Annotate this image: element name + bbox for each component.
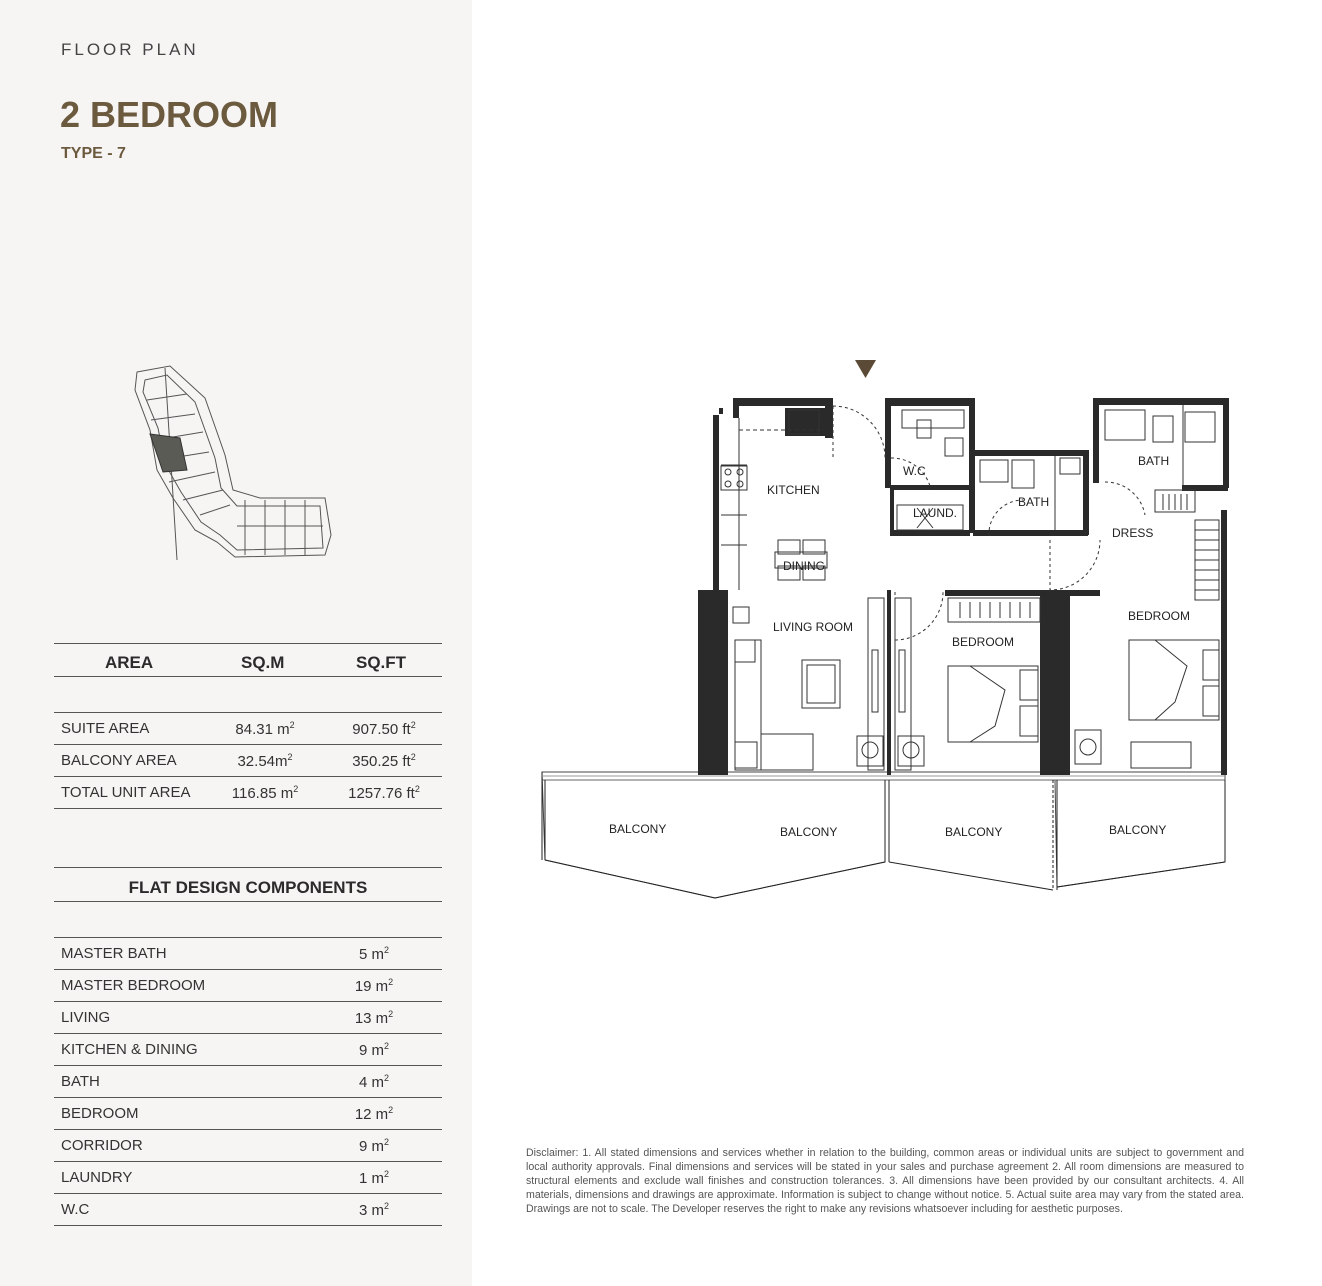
room-label-balcony-2: BALCONY	[780, 825, 838, 839]
room-label-living: LIVING ROOM	[773, 620, 854, 634]
room-label-laundry: LAUND.	[913, 506, 958, 520]
table-row: LIVING 13 $m^2$	[54, 1002, 442, 1034]
room-label-balcony-1: BALCONY	[609, 822, 667, 836]
room-label-wc: W.C	[903, 464, 926, 478]
table-row: LAUNDRY 1 $m^2$	[54, 1162, 442, 1194]
table-row: MASTER BATH 5 $m^2$	[54, 938, 442, 970]
table-row: W.C 3 $m^2$	[54, 1194, 442, 1226]
room-label-bath-master: BATH	[1138, 454, 1170, 468]
area-table-header-sqm: SQ.M	[241, 653, 285, 672]
info-panel	[0, 0, 472, 1286]
floor-plan-drawing	[535, 350, 1235, 910]
area-table-header-sqft: SQ.FT	[356, 653, 407, 672]
room-label-bath-small: BATH	[1018, 495, 1050, 509]
entrance-arrow-icon	[855, 360, 876, 378]
table-row: BALCONY AREA $32.54m^2$ 350.25 $ft^2$	[54, 745, 442, 777]
table-row: TOTAL UNIT AREA 116.85 $m^2$ 1257.76 $ft^2$	[54, 777, 442, 809]
table-row: BATH 4 $m^2$	[54, 1066, 442, 1098]
key-plan-image	[125, 360, 345, 565]
room-label-kitchen: KITCHEN	[767, 483, 820, 497]
components-table	[54, 867, 442, 1229]
table-row: MASTER BEDROOM 19 $m^2$	[54, 970, 442, 1002]
unit-type: TYPE - 7	[61, 145, 126, 162]
table-row: SUITE AREA 84.31 $m^2$ 907.50 $ft^2$	[54, 713, 442, 745]
area-table	[54, 643, 442, 813]
page-title: 2 BEDROOM	[60, 94, 279, 135]
room-label-balcony-4: BALCONY	[1109, 823, 1167, 837]
section-eyebrow: FLOOR PLAN	[61, 40, 199, 59]
components-table-title: FLAT DESIGN COMPONENTS	[128, 878, 368, 897]
disclaimer-text: Disclaimer: 1. All stated dimensions and services whether in relation to the building, common areas or individual units are subject to government and local authority approvals. Final dimensions and services will be stated in your sales and purchase agreement 2. All room dimensions are measured to structural elements and exclude wall finishes and construction tolerances. 3. All dimensions have been provided by our consultant architects. 4. All materials, dimensions and drawings are approximate. Information is subject to change without notice. 5. Actual suite area may vary from the stated area. Drawings are not to scale. The Developer reserves the right to make any revisions whatsoever including for aesthetic purposes.	[526, 1147, 1244, 1215]
room-label-bedroom-1: BEDROOM	[952, 635, 1015, 649]
room-label-dress: DRESS	[1112, 526, 1154, 540]
table-row: KITCHEN & DINING 9 $m^2$	[54, 1034, 442, 1066]
area-table-header-area: AREA	[105, 653, 154, 672]
room-label-bedroom-2: BEDROOM	[1128, 609, 1191, 623]
room-label-dining: DINING	[783, 559, 825, 573]
table-row: CORRIDOR 9 $m^2$	[54, 1130, 442, 1162]
room-label-balcony-3: BALCONY	[945, 825, 1003, 839]
table-row: BEDROOM 12 $m^2$	[54, 1098, 442, 1130]
